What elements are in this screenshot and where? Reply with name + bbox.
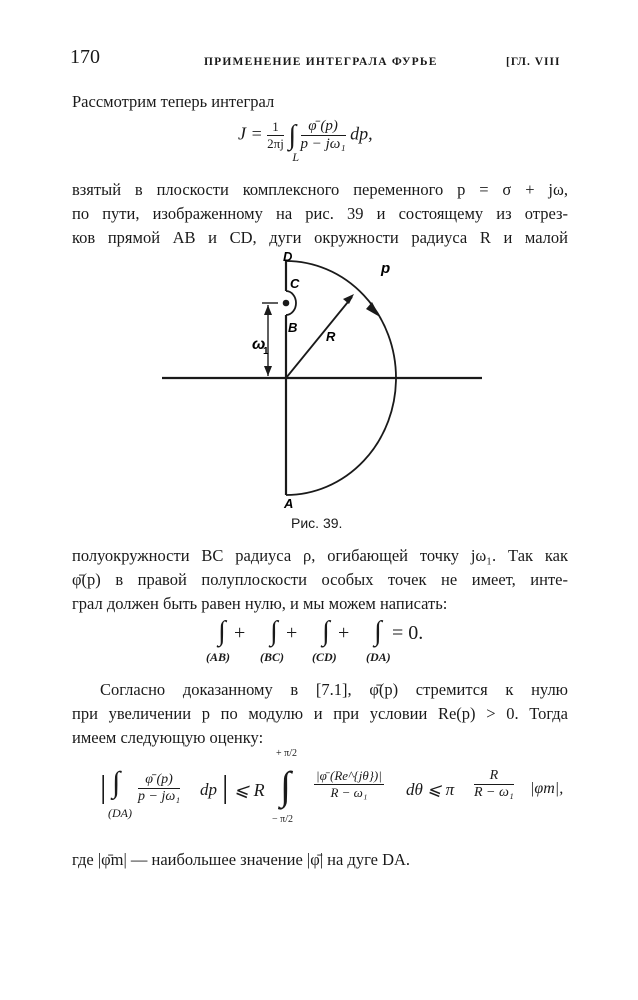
eq2-limit-ab: (AB) — [206, 650, 230, 664]
eq3-frac3-den: R − ω₁ — [474, 785, 514, 800]
eq3-frac3-num: R — [474, 768, 514, 785]
eq1-lhs: J = — [238, 123, 263, 144]
eq1-coef-num: 1 — [267, 119, 284, 136]
label-d: D — [283, 249, 293, 264]
eq3-dp: dp — [200, 780, 217, 799]
eq2-limit-da: (DA) — [366, 650, 391, 664]
eq3-integral-limit: (DA) — [108, 806, 132, 820]
label-omega: ω — [252, 336, 266, 353]
eq2-plus: + — [338, 622, 350, 644]
eq3-le-r: ⩽ R — [234, 780, 265, 800]
eq1-coef-den: 2πj — [267, 136, 284, 151]
para3-line: имеем следующую оценку: — [72, 728, 264, 747]
chapter-marker: [ГЛ. VIII — [506, 56, 561, 68]
equation-3 — [100, 748, 570, 838]
eq2-integral-da: ∫ — [374, 616, 382, 647]
eq3-lower-limit: − π/2 — [272, 814, 293, 825]
eq2-plus: + — [286, 622, 298, 644]
eq1-frac-den: p − jω₁ — [300, 136, 346, 152]
arc-arrow — [366, 302, 380, 317]
eq2-limit-cd: (CD) — [312, 650, 337, 664]
eq3-upper-limit: + π/2 — [276, 748, 297, 759]
equation-1 — [238, 118, 373, 164]
eq3-frac2-num: |φ̄ (Re^{jθ})| — [316, 768, 382, 783]
eq1-fraction — [301, 118, 346, 153]
eq3-abs-right: | — [222, 768, 229, 804]
para1-line: ков прямой AB и CD, дуги окружности радиуса R и малой — [72, 228, 568, 247]
label-a: A — [284, 496, 294, 511]
para1-line: взятый в плоскости комплексного переменного p = σ + jω, — [72, 180, 568, 199]
radius-arrow — [343, 294, 354, 304]
figure-39 — [150, 245, 500, 520]
eq2-integral-cd: ∫ — [322, 616, 330, 647]
eq3-frac2 — [314, 768, 384, 801]
eq1-frac-num: φ̄ (p) — [301, 118, 346, 136]
eq1-tail: dp, — [350, 123, 373, 144]
label-c: C — [290, 276, 300, 291]
para2-line: полуокружности BC радиуса ρ, огибающей точку jω₁. Так как — [72, 546, 568, 565]
para2-line: грал должен быть равен нулю, и мы можем написать: — [72, 594, 448, 613]
eq3-frac1-den: p − jω₁ — [138, 789, 181, 804]
omega-arrow-down — [264, 366, 272, 376]
eq2-limit-bc: (BC) — [260, 650, 284, 664]
eq3-frac3 — [474, 768, 514, 801]
running-title: ПРИМЕНЕНИЕ ИНТЕГРАЛА ФУРЬЕ — [204, 56, 438, 68]
para1-line: по пути, изображенному на рис. 39 и состоящему из отрез- — [72, 204, 568, 223]
equation-2 — [206, 616, 446, 668]
eq3-integral: ∫ — [112, 766, 121, 799]
para3-line: Согласно доказанному в [7.1], φ̄(p) стремится к нулю — [100, 680, 568, 699]
eq2-integral-bc: ∫ — [270, 616, 278, 647]
eq3-frac1 — [138, 772, 180, 805]
eq1-integral-limit: L — [292, 149, 300, 164]
eq3-tail: |φm|, — [530, 780, 564, 797]
para3-line: при увеличении p по модулю и при условии Re(p) > 0. Тогда — [72, 704, 568, 723]
paragraph-2 — [72, 544, 568, 616]
radius-line — [286, 297, 352, 378]
label-b: B — [288, 320, 298, 335]
label-omega-sub: 1 — [263, 346, 269, 357]
eq2-plus: + — [234, 622, 246, 644]
intro-text: Рассмотрим теперь интеграл — [72, 92, 275, 111]
paragraph-4: где |φ̄m| — наибольшее значение |φ̄| на дуге DA. — [72, 850, 411, 869]
eq2-integral-ab: ∫ — [218, 616, 226, 647]
paragraph-1 — [72, 178, 568, 250]
eq3-frac2-den: R − ω₁ — [330, 785, 368, 800]
eq3-frac1-num: φ̄ (p) — [138, 772, 180, 789]
eq3-integral-theta: ∫ — [280, 763, 291, 808]
eq3-abs-left: | — [100, 768, 107, 804]
para2-line: φ̄(p) в правой полуплоскости особых точек не имеет, инте- — [72, 570, 568, 589]
point-j-omega1 — [283, 300, 290, 307]
eq3-dtheta: dθ ⩽ π — [406, 780, 455, 799]
paragraph-3 — [72, 678, 568, 750]
label-r: R — [326, 329, 336, 344]
omega-arrow-up — [264, 305, 272, 315]
figure-caption: Рис. 39. — [291, 515, 343, 531]
eq1-coefficient — [267, 119, 284, 152]
label-p: p — [381, 260, 391, 277]
page-number: 170 — [70, 46, 100, 68]
eq1-integral-sign: ∫ L — [288, 119, 300, 164]
eq2-equals: = 0. — [392, 622, 424, 644]
